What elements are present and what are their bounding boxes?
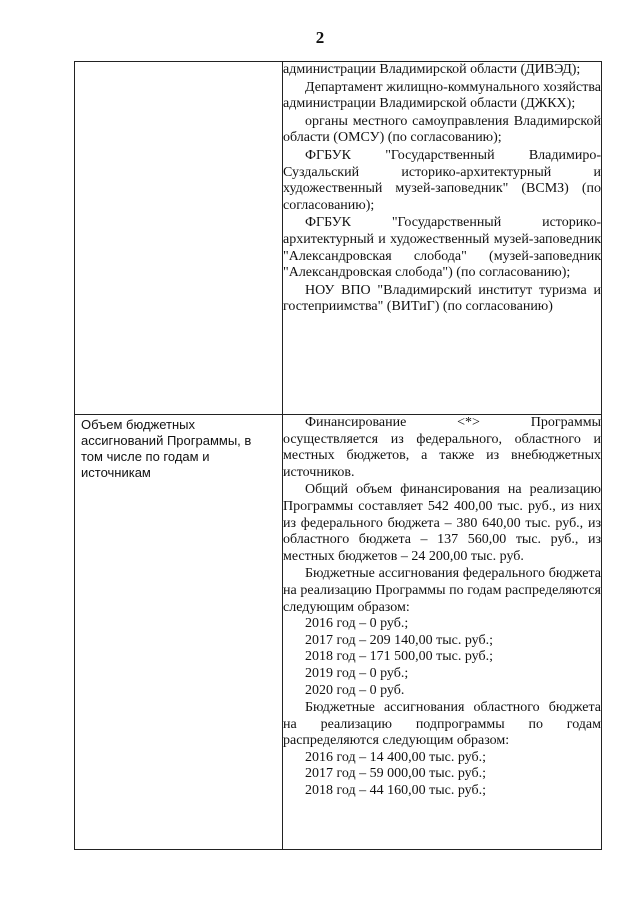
row2-content-cell <box>283 415 602 850</box>
executor-paragraph: Департамент жилищно-коммунального хозяйства администрации Владимирской области (ДЖКХ); <box>283 79 601 112</box>
table-row-budget <box>75 415 602 850</box>
federal-year-line: 2017 год – 209 140,00 тыс. руб.; <box>305 632 493 648</box>
row1-label <box>75 62 282 64</box>
row1-label-cell <box>75 62 283 415</box>
federal-intro-paragraph: Бюджетные ассигнования федерального бюджета на реализацию Программы по годам распределяются следующим образом: <box>283 566 601 615</box>
federal-year-line: 2019 год – 0 руб.; <box>305 665 409 681</box>
federal-year-line: 2016 год – 0 руб.; <box>305 616 409 632</box>
regional-year-line: 2017 год – 59 000,00 тыс. руб.; <box>305 766 486 782</box>
page-number: 2 <box>315 28 325 47</box>
budget-row-label: Объем бюджетных ассигнований Программы, в том числе по годам и источникам <box>81 417 252 480</box>
regional-year-line: 2018 год – 44 160,00 тыс. руб.; <box>305 783 486 799</box>
executor-paragraph: НОУ ВПО "Владимирский институт туризма и гостеприимства" (ВИТиГ) (по согласованию) <box>283 282 601 315</box>
executor-paragraph: ФГБУК "Государственный Владимиро-Суздальский историко-архитектурный и художественный музей-заповедник" (ВСМЗ) (по согласованию); <box>283 147 601 213</box>
executor-paragraph: ФГБУК "Государственный историко-архитектурный и художественный музей-заповедник "Александровская слобода" (музей-заповедник "Александровская слобода") (по согласованию); <box>283 215 601 281</box>
regional-intro-paragraph: Бюджетные ассигнования областного бюджета на реализацию подпрограммы по годам распределяются следующим образом: <box>283 700 601 749</box>
executor-paragraph: органы местного самоуправления Владимирской области (ОМСУ) (по согласованию); <box>283 113 601 146</box>
executor-paragraph: администрации Владимирской области (ДИВЭД); <box>283 62 581 77</box>
table-row-executors <box>75 62 602 415</box>
row1-content-cell <box>283 62 602 415</box>
federal-year-line: 2020 год – 0 руб. <box>305 682 405 698</box>
program-passport-table <box>74 61 602 850</box>
row2-label-cell <box>75 415 283 850</box>
total-financing-paragraph: Общий объем финансирования на реализацию Программы составляет 542 400,00 тыс. руб., из них из федерального бюджета – 380 640,00 тыс. руб., из областного бюджета – 137 560,00 тыс. руб., из местных бюджетов – 24 200,00 тыс. руб. <box>283 482 601 564</box>
regional-year-line: 2016 год – 14 400,00 тыс. руб.; <box>305 749 486 765</box>
federal-year-line: 2018 год – 171 500,00 тыс. руб.; <box>305 649 493 665</box>
financing-intro-paragraph: Финансирование <*> Программы осуществляется из федерального, областного и местных бюджетов, а также из внебюджетных источников. <box>283 415 601 480</box>
